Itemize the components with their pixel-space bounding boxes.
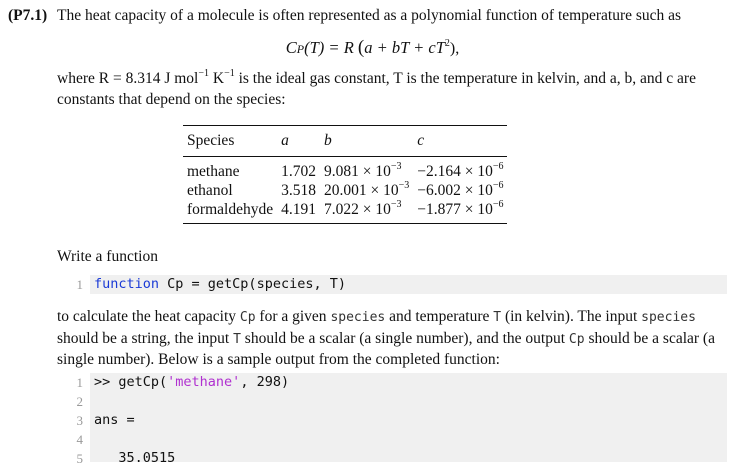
- function-signature: Cp = getCp(species, T): [159, 276, 346, 292]
- coef-c: $-6.002 \times 10^{-6}$: [417, 179, 504, 199]
- coef-b: $20.001 \times 10^{-3}$: [323, 179, 410, 199]
- table-row: [183, 181, 507, 200]
- line-number: 5: [76, 451, 83, 466]
- inline-code-t: T: [233, 331, 241, 347]
- inline-code-t: T: [493, 310, 502, 325]
- coef-b: $9.081 \times 10^{-3}$: [323, 160, 402, 180]
- where-exp-1: −1: [198, 67, 209, 79]
- eq-body: a + bT + cT: [364, 38, 445, 57]
- function-keyword: function: [94, 276, 160, 292]
- where-exp-2: −1: [224, 67, 235, 79]
- inline-code-cp: Cp: [568, 331, 585, 347]
- table-row: [183, 200, 507, 224]
- coef-a: 3.518: [281, 182, 316, 199]
- heat-capacity-equation: [0, 37, 745, 59]
- species-name: methane: [187, 163, 240, 180]
- eq-arg: (T) = R: [304, 38, 358, 57]
- eq-exp: 2: [444, 37, 450, 49]
- code-line: [90, 275, 727, 294]
- coef-a: 1.702: [281, 163, 316, 180]
- where-paragraph: [57, 69, 733, 110]
- where-text-line2: constants that depend on the species:: [57, 90, 286, 108]
- inline-code-species: species: [330, 310, 386, 325]
- code-line: ans =: [94, 412, 135, 428]
- line-number: 1: [76, 375, 83, 390]
- function-signature-code: [90, 275, 727, 294]
- where-text-a: where R = 8.314 J mol: [57, 70, 199, 87]
- problem-intro: The heat capacity of a molecule is often represented as a polynomial function of temperature such as: [57, 7, 682, 24]
- description-paragraph: to calculate the heat capacity Cp for a given species and temperature T (in kelvin). The input species should be a string, the input T should be a scalar (a single number), and the output Cp should be a scalar (a single number). Below is a sample output from the completed function:: [57, 308, 715, 368]
- code1-line-number: 1: [76, 277, 83, 292]
- species-name: formaldehyde: [187, 201, 274, 218]
- code-line: [90, 430, 727, 449]
- header-species: Species: [187, 132, 235, 149]
- coef-c: $-2.164 \times 10^{-6}$: [417, 160, 504, 180]
- species-table: [183, 125, 507, 224]
- header-a: a: [281, 132, 289, 149]
- problem-label: (P7.1): [8, 7, 48, 24]
- line-number: 3: [76, 413, 83, 428]
- code-line: >> getCp('methane', 298): [94, 374, 290, 390]
- eq-lhs: C: [285, 38, 297, 57]
- line-number: 2: [76, 394, 83, 409]
- eq-lhs-sub: P: [296, 42, 305, 56]
- eq-open: (: [357, 37, 365, 58]
- code-line: [90, 392, 727, 411]
- write-function-text: Write a function: [57, 248, 158, 265]
- table-row: [183, 157, 507, 182]
- code-line: 35.0515: [94, 450, 176, 466]
- table-header-row: [183, 126, 507, 157]
- line-number: 4: [76, 432, 83, 447]
- eq-close: ),: [449, 40, 460, 57]
- species-name: ethanol: [187, 182, 233, 199]
- string-literal: 'methane': [167, 374, 241, 390]
- sample-output-code: [90, 373, 727, 466]
- coef-c: $-1.877 \times 10^{-6}$: [417, 198, 504, 218]
- inline-code-cp: Cp: [239, 310, 256, 325]
- where-text-c: is the ideal gas constant, T is the temperature in kelvin, and a, b, and c are: [234, 70, 696, 87]
- header-c: c: [417, 132, 425, 149]
- inline-code-species: species: [641, 310, 696, 325]
- coef-b: $7.022 \times 10^{-3}$: [323, 198, 402, 218]
- where-text-b: K: [208, 70, 225, 87]
- coef-a: 4.191: [281, 201, 316, 218]
- header-b: b: [323, 132, 332, 149]
